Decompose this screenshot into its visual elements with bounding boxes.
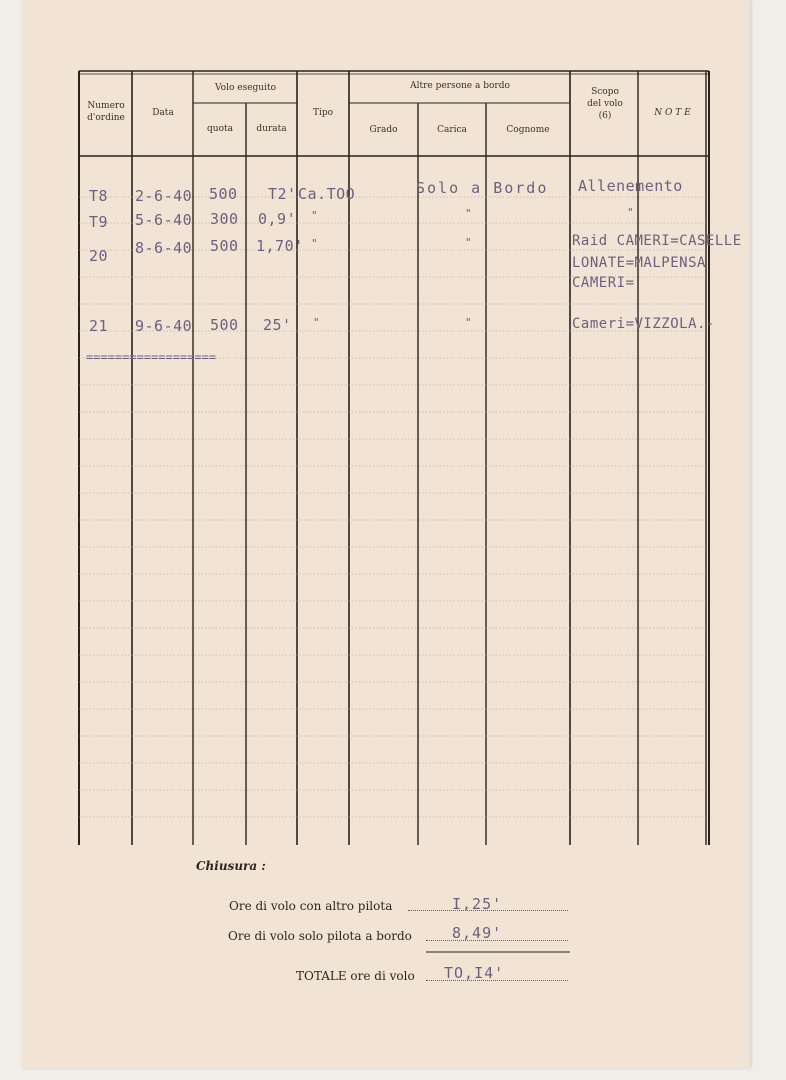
row4-durata: 25' [263, 316, 292, 334]
header-data: Data [152, 108, 174, 118]
row4-numero: 21 [89, 317, 109, 335]
row1-data: 2-6-40 [135, 187, 193, 205]
header-note: N O T E [654, 108, 691, 118]
row1-scopo: Allenemento [578, 177, 683, 195]
row2-tipo: " [311, 209, 319, 222]
closing-separator: ================== [86, 350, 217, 364]
totale-value: TO,I4' [444, 964, 505, 982]
row1-quota: 500 [209, 185, 238, 203]
row2-durata: 0,9' [258, 210, 297, 228]
row4-persone: " [465, 316, 473, 329]
row2-numero: T9 [89, 213, 109, 231]
row3-quota: 500 [210, 237, 239, 255]
header-quota: quota [207, 124, 233, 134]
row1-numero: T8 [89, 187, 109, 205]
row3-scopo-line3: CAMERI= [572, 275, 635, 291]
row3-persone: " [465, 236, 473, 249]
header-volo-eseguito: Volo eseguito [215, 83, 276, 93]
header-grado: Grado [369, 125, 398, 135]
solo-pilota-label: Ore di volo solo pilota a bordo [228, 929, 412, 943]
row4-data: 9-6-40 [135, 317, 193, 335]
row3-numero: 20 [89, 247, 109, 265]
header-altre-persone: Altre persone a bordo [410, 81, 510, 91]
header-scopo: Scopo del volo (6) [587, 87, 623, 121]
row2-scopo: " [627, 206, 635, 219]
header-durata: durata [256, 124, 287, 134]
altro-pilota-value: I,25' [452, 895, 503, 913]
row2-persone: " [465, 207, 473, 220]
row3-scopo: Raid CAMERI=CASELLE [572, 233, 742, 249]
solo-pilota-value: 8,49' [452, 924, 503, 942]
row4-quota: 500 [210, 316, 239, 334]
header-cognome: Cognome [506, 125, 550, 135]
altro-pilota-label: Ore di volo con altro pilota [229, 899, 393, 913]
row1-durata: T2' [268, 185, 297, 203]
row4-scopo: Cameri=VIZZOLA.- [572, 316, 715, 332]
row3-data: 8-6-40 [135, 239, 193, 257]
row2-data: 5-6-40 [135, 211, 193, 229]
row1-tipo: Ca.TOO [298, 185, 356, 203]
row3-tipo: " [311, 237, 319, 250]
closure-title: Chiusura : [196, 859, 266, 873]
header-tipo: Tipo [312, 108, 334, 118]
totale-label: TOTALE ore di volo [296, 969, 415, 983]
row1-persone: Solo a Bordo [416, 179, 549, 197]
header-numero-ordine: Numero d'ordine [87, 101, 125, 123]
row2-quota: 300 [210, 210, 239, 228]
row3-durata: 1,70' [256, 237, 304, 255]
row4-tipo: " [313, 316, 321, 329]
header-carica: Carica [437, 125, 467, 135]
row3-scopo-line2: LONATE=MALPENSA [572, 255, 706, 271]
